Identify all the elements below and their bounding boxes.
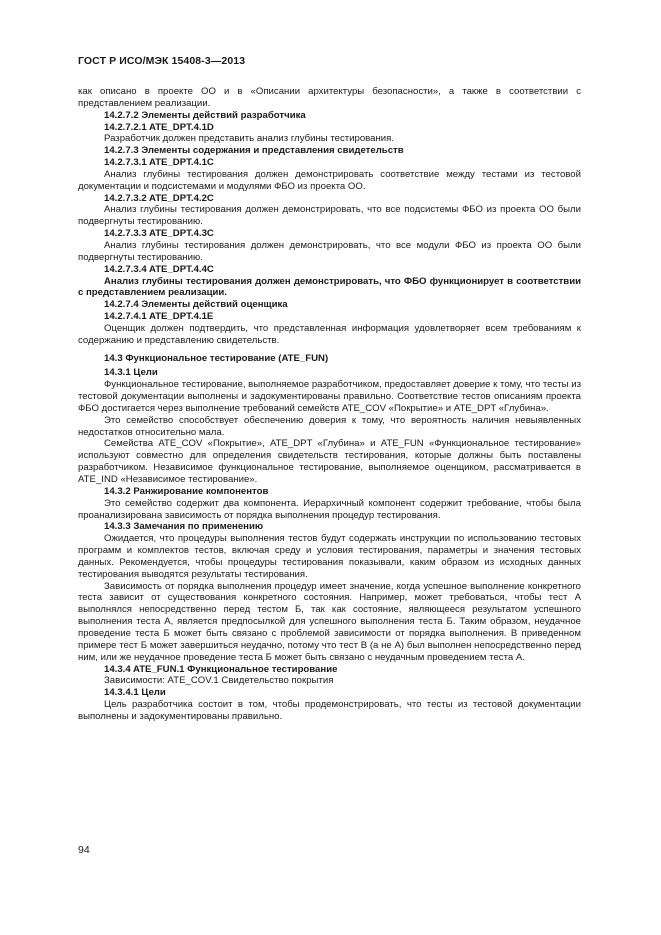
paragraph: 14.2.7.3.1 ATE_DPT.4.1C: [104, 157, 214, 169]
paragraph: Анализ глубины тестирования должен демонстрировать, что все модули ФБО из проекта ОО были подвергнуты тестированию.: [78, 239, 581, 263]
paragraph: 14.2.7.2.1 ATE_DPT.4.1D: [104, 121, 214, 133]
paragraph: 14.3.4 ATE_FUN.1 Функциональное тестирование: [104, 663, 338, 675]
paragraph: 14.2.7.3.3 ATE_DPT.4.3C: [104, 228, 214, 240]
page-number: 94: [78, 844, 90, 856]
paragraph: Анализ глубины тестирования должен демонстрировать соответствие между тестами из тестовой документации и подсистемами и модулями ФБО из проекта ОО.: [78, 168, 581, 192]
paragraph: 14.2.7.3.4 ATE_DPT.4.4C: [104, 263, 214, 275]
paragraph: как описано в проекте ОО и в «Описании архитектуры безопасности», а также в соответствии с представлением реализации.: [78, 86, 581, 109]
document-body: [78, 86, 581, 723]
paragraph: Функциональное тестирование, выполняемое разработчиком, предоставляет доверие к тому, что тесты из тестовой документации выполнены и задокументированы правильно. Соответствие тестов описаниям проекта ФБО достигается через выполнение требований семейств ATE_COV «Покрытие» и ATE_DPT «Глубина».: [78, 379, 581, 414]
paragraph: Это семейство способствует обеспечению доверия к тому, что вероятность наличия невыявленных недостатков относительно мала.: [78, 414, 581, 438]
paragraph: Это семейство содержит два компонента. Иерархичный компонент содержит требование, чтобы была проанализирована зависимость от порядка выполнения процедур тестирования.: [78, 497, 581, 521]
paragraph: 14.3.3 Замечания по применению: [104, 521, 264, 533]
paragraph: Семейства ATE_COV «Покрытие», ATE_DPT «Глубина» и ATE_FUN «Функциональное тестирование» используют совместно для определения свидетельств тестирования, которые должны быть поставлены разработчиком. Независимое функциональное тестирование, выполняемое оценщиком, рассматривается в ATE_IND «Независимое тестирование».: [78, 438, 581, 485]
paragraph: 14.3 Функциональное тестирование (ATE_FUN): [104, 352, 329, 364]
paragraph: 14.2.7.3 Элементы содержания и представления свидетельств: [104, 145, 404, 157]
paragraph: Цель разработчика состоит в том, чтобы продемонстрировать, что тесты из тестовой документации выполнены и задокументированы правильно.: [78, 699, 581, 722]
paragraph: Разработчик должен представить анализ глубины тестирования.: [104, 133, 395, 145]
paragraph: 14.2.7.4.1 ATE_DPT.4.1E: [104, 311, 214, 323]
paragraph: 14.3.2 Ранжирование компонентов: [104, 485, 269, 497]
paragraph: Ожидается, что процедуры выполнения тестов будут содержать инструкции по использованию тестовых программ и комплектов тестов, включая среду и условия тестирования, параметры и значения тестовых данных. Рекомендуется, чтобы процедуры тестирования показывали, каким образом из исходных данных тестирования выводятся результаты тестирования.: [78, 533, 581, 580]
paragraph: 14.3.1 Цели: [104, 367, 158, 379]
standard-header: ГОСТ Р ИСО/МЭК 15408-3—2013: [78, 55, 246, 67]
paragraph: 14.3.4.1 Цели: [104, 687, 166, 699]
paragraph: Оценщик должен подтвердить, что представленная информация удовлетворяет всем требованиям к содержанию и представлению свидетельств.: [78, 322, 581, 346]
paragraph: Зависимости: ATE_COV.1 Свидетельство покрытия: [104, 675, 334, 687]
paragraph: 14.2.7.4 Элементы действий оценщика: [104, 299, 288, 311]
paragraph: 14.2.7.2 Элементы действий разработчика: [104, 109, 306, 121]
paragraph: Анализ глубины тестирования должен демонстрировать, что ФБО функционирует в соответствии с представлением реализации.: [78, 275, 581, 299]
paragraph: Зависимость от порядка выполнения процедур имеет значение, когда успешное выполнение конкретного теста зависит от существования конкретного состояния. Например, может требоваться, чтобы тест А выполнялся непосредственно перед тестом Б, так как состояние, являющееся результатом успешного выполнения теста А, является предпосылкой для успешного выполнения теста Б. Таким образом, неудачное проведение теста Б может быть связано с проблемой зависимости от порядка выполнения. В приведенном примере тест Б может завершиться неудачно, потому что тест В (а не А) был выполнен непосредственно перед ним, или же неудачное проведение теста Б может быть связано с неудачным проведением теста А.: [78, 580, 581, 663]
paragraph: 14.2.7.3.2 ATE_DPT.4.2C: [104, 192, 214, 204]
paragraph: Анализ глубины тестирования должен демонстрировать, что все подсистемы ФБО из проекта ОО были подвергнуты тестированию.: [78, 204, 581, 228]
